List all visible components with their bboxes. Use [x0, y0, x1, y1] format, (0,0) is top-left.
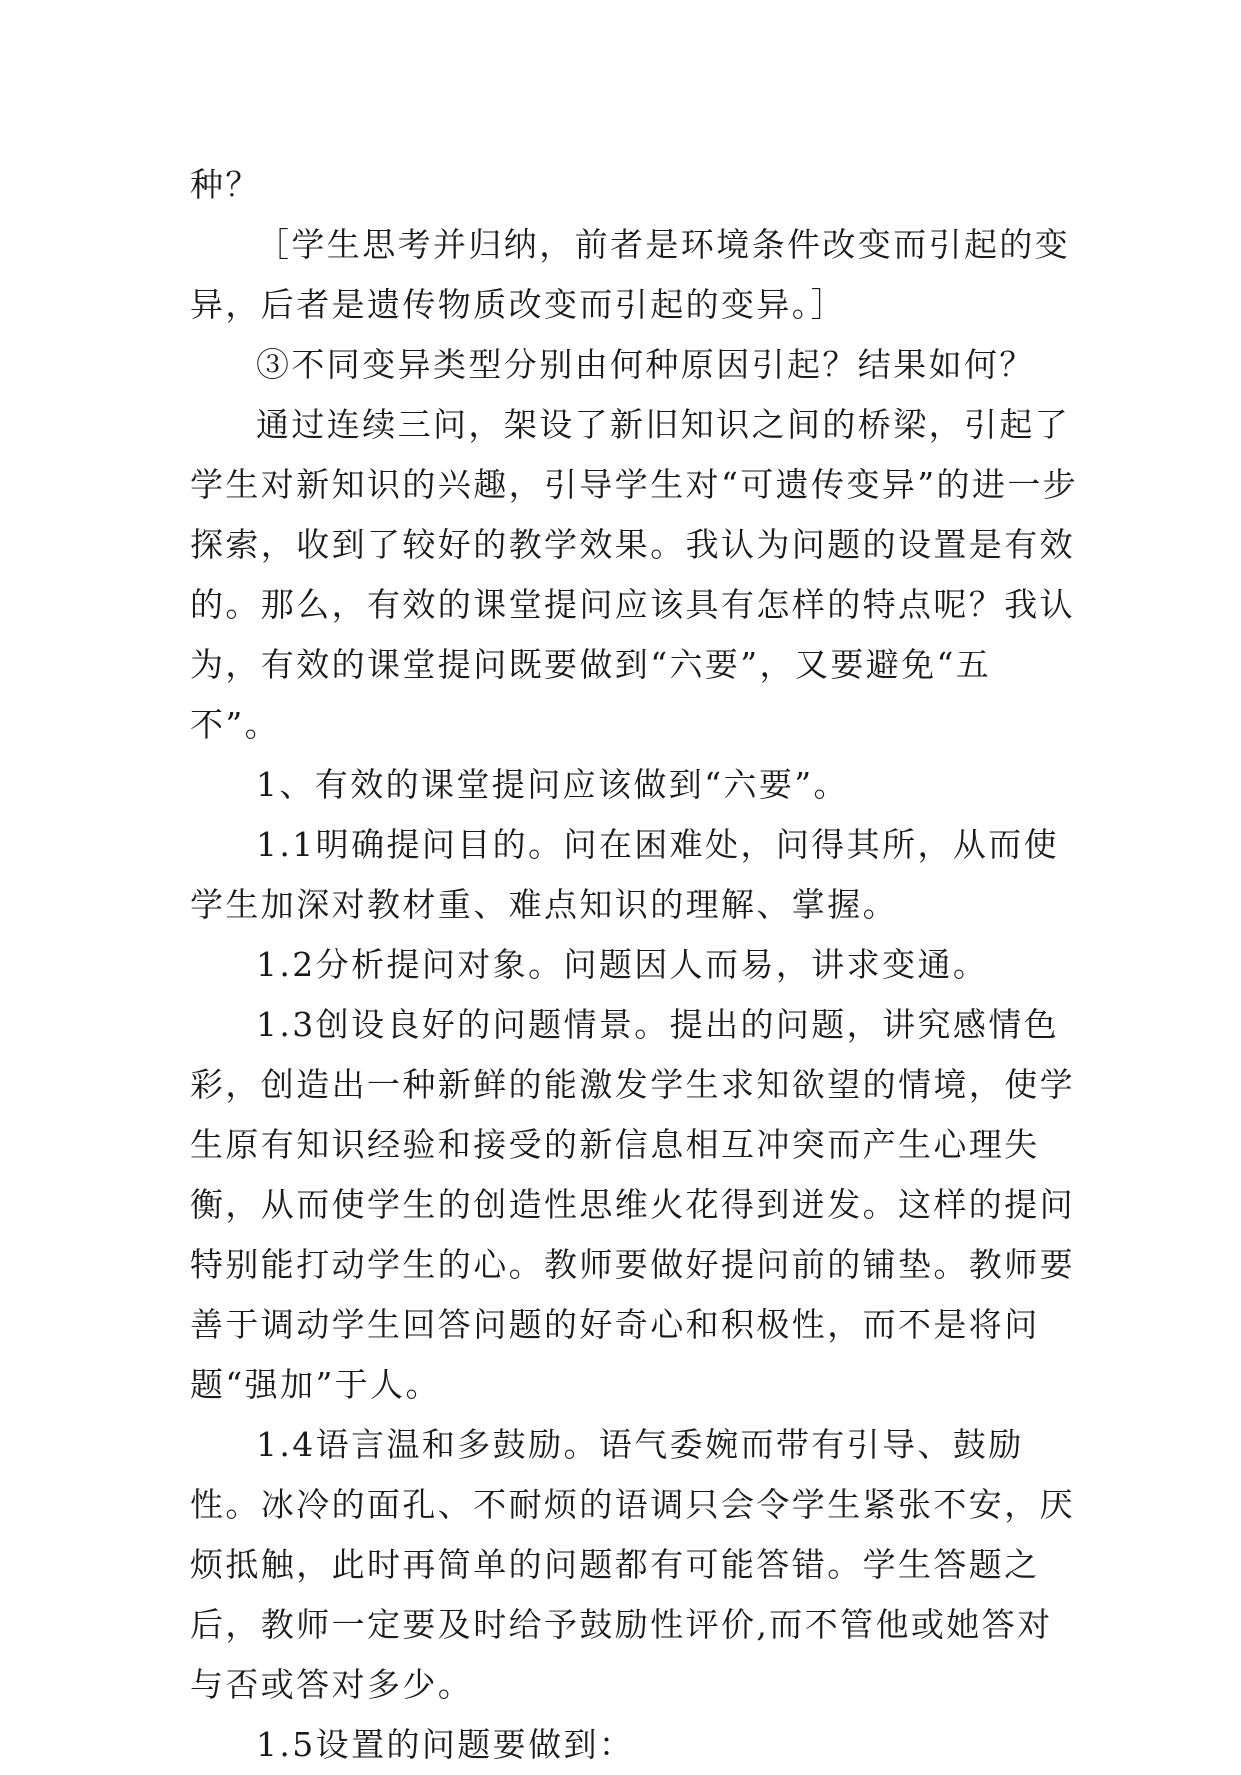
paragraph-1-5: 1.5设置的问题要做到：: [256, 1725, 635, 1764]
paragraph-1-3: 1.3创设良好的问题情景。提出的问题，讲究感情色彩，创造出一种新鲜的能激发学生求知欲望的情境，使学生原有知识经验和接受的新信息相互冲突而产生心理失衡，从而使学生的创造性思维火花得到迸发。这样的提问特别能打动学生的心。教师要做好提问前的铺垫。教师要善于调动学生回答问题的好奇心和积极性，而不是将问题“强加”于人。: [190, 1005, 1075, 1404]
paragraph-1-1: 1.1明确提问目的。问在困难处，问得其所，从而使学生加深对教材重、难点知识的理解、掌握。: [190, 825, 1060, 924]
heading-section-1: 1、有效的课堂提问应该做到“六要”。: [256, 765, 849, 804]
paragraph-1-2: 1.2分析提问对象。问题因人而易，讲求变通。: [256, 945, 989, 984]
paragraph-question-3: ③不同变异类型分别由何种原因引起？结果如何？: [256, 345, 1035, 384]
paragraph-1-4: 1.4语言温和多鼓励。语气委婉而带有引导、鼓励性。冰冷的面孔、不耐烦的语调只会令学生紧张不安，厌烦抵触，此时再简单的问题都有可能答错。学生答题之后，教师一定要及时给予鼓励性评价,而不管他或她答对与否或答对多少。: [190, 1425, 1075, 1704]
paragraph-summary: 通过连续三问，架设了新旧知识之间的桥梁，引起了学生对新知识的兴趣，引导学生对“可遗传变异”的进一步探索，收到了较好的教学效果。我认为问题的设置是有效的。那么，有效的课堂提问应该具有怎样的特点呢？我认为，有效的课堂提问既要做到“六要”，又要避免“五不”。: [190, 405, 1079, 744]
paragraph-student-answer: ［学生思考并归纳，前者是环境条件改变而引起的变异，后者是遗传物质改变而引起的变异。］: [190, 225, 1071, 324]
paragraph-continuation: 种？: [190, 165, 261, 204]
body-text: [190, 155, 1080, 1775]
